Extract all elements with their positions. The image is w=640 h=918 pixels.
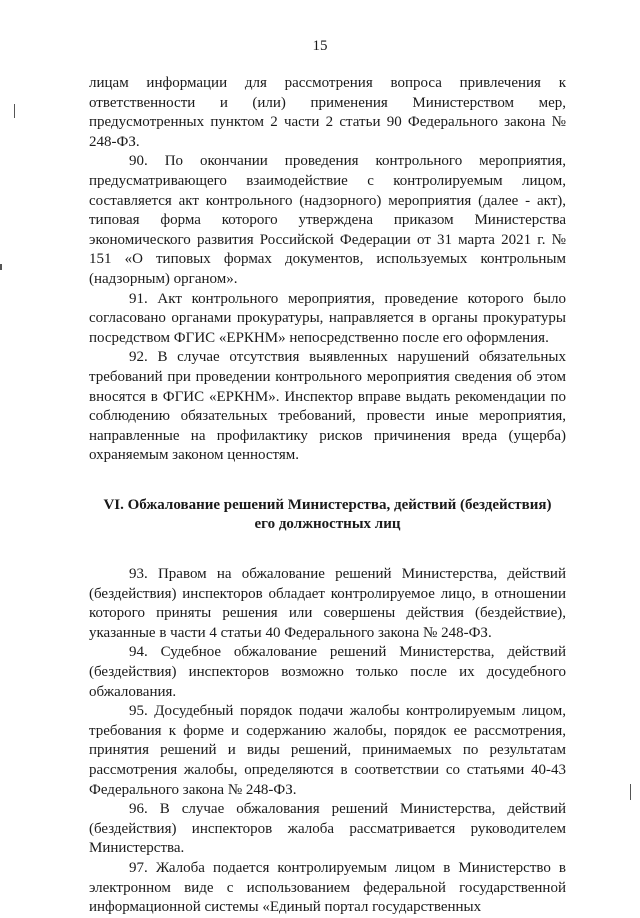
paragraph-96: 96. В случае обжалования решений Министерства, действий (бездействия) инспекторов жалоба рассматривается руководителем Министерства. (89, 801, 566, 857)
section-heading (89, 496, 566, 535)
paragraph-92: 92. В случае отсутствия выявленных нарушений обязательных требований при проведении контрольного мероприятия сведения об этом вносятся в ФГИС «ЕРКНМ». Инспектор вправе выдать рекомендации по соблюдению обязательных требований, провести иные мероприятия, направленные на профилактику рисков причинения вреда (ущерба) охраняемым законом ценностям. (89, 349, 566, 464)
paragraph-97: 97. Жалоба подается контролируемым лицом в Министерство в электронном виде с использованием федеральной государственной информационной системы «Единый портал государственных (89, 859, 566, 916)
section-heading-line2: его должностных лиц (254, 516, 401, 533)
page-number: 15 (312, 38, 328, 54)
paragraph-91: 91. Акт контрольного мероприятия, проведение которого было согласовано органами прокуратуры, направляется в органы прокуратуры посредством ФГИС «ЕРКНМ» непосредственно после его оформления. (89, 290, 566, 346)
paragraph-95: 95. Досудебный порядок подачи жалобы контролируемым лицом, требования к форме и содержанию жалобы, порядок ее рассмотрения, принятия решений и виды решений, принимаемых по результатам рассмотрения жалобы, определяются в соответствии со статьями 40-43 Федерального закона № 248-ФЗ. (89, 703, 566, 798)
section-heading-line1: VI. Обжалование решений Министерства, действий (бездействия) (103, 496, 552, 513)
paragraph-93: 93. Правом на обжалование решений Министерства, действий (бездействия) инспекторов обладает контролируемое лицо, в отношении которого приняты решения или совершены действия (бездействие), указанные в части 4 статьи 40 Федерального закона № 248-ФЗ. (89, 566, 566, 641)
paragraph-90: 90. По окончании проведения контрольного мероприятия, предусматривающего взаимодействие с контролируемым лицом, составляется акт контрольного (надзорного) мероприятия (далее - акт), типовая форма которого утверждена приказом Министерства экономического развития Российской Федерации от 31 марта 2021 г. № 151 «О типовых формах документов, используемых контрольным (надзорным) органом». (89, 153, 566, 287)
scan-mark-right (630, 784, 631, 800)
document-body (89, 74, 566, 918)
scan-mark-left-lower (0, 264, 2, 270)
paragraph-94: 94. Судебное обжалование решений Министерства, действий (бездействия) инспекторов возможно только после их досудебного обжалования. (89, 644, 566, 700)
paragraph-continuation: лицам информации для рассмотрения вопроса привлечения к ответственности и (или) применения Министерством мер, предусмотренных пунктом 2 части 2 статьи 90 Федерального закона № 248-ФЗ. (89, 75, 566, 150)
scan-mark-left-upper (14, 104, 15, 118)
